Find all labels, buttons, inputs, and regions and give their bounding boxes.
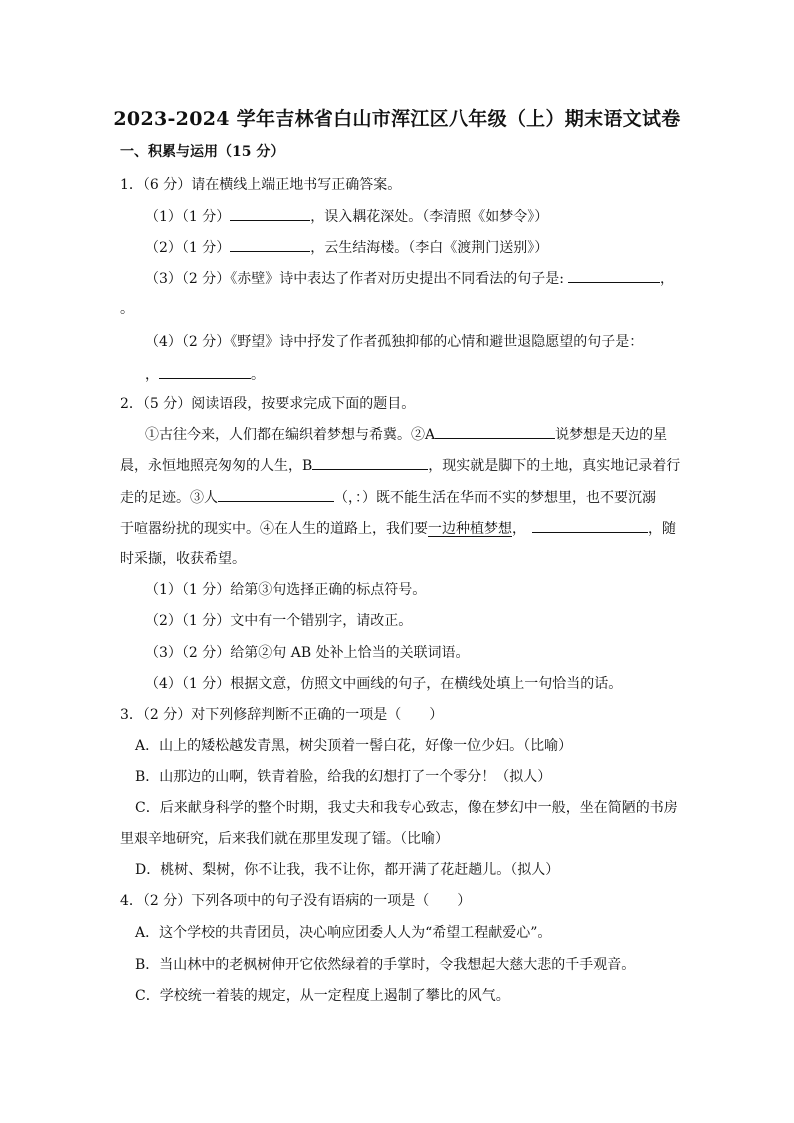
q2-passage-line3 bbox=[120, 487, 680, 508]
q2-passage-text: 走的足迹。③人 bbox=[120, 490, 218, 506]
q3-option-c[interactable]: C．后来献身科学的整个时期，我丈夫和我专心致志，像在梦幻中一般，坐在简陋的书房 bbox=[135, 800, 678, 816]
q2-passage-text: ， bbox=[512, 521, 526, 537]
q3-option-a[interactable]: A．山上的矮松越发青黑，树尖顶着一髻白花，好像一位少妇。（比喻） bbox=[135, 738, 573, 754]
q3-option-b[interactable]: B．山那边的山啊，铁青着脸，给我的幻想打了一个零分！（拟人） bbox=[135, 769, 552, 785]
q3-option-d[interactable]: D．桃树、梨树，你不让我，我不让你，都开满了花赶趟儿。（拟人） bbox=[135, 862, 560, 878]
q4-option-b[interactable]: B．当山林中的老枫树伸开它依然绿着的手掌时，令我想起大慈大悲的千手观音。 bbox=[135, 957, 636, 973]
q4-stem: 4．（2 分）下列各项中的句子没有语病的一项是（ ） bbox=[120, 893, 472, 909]
q1-part3 bbox=[145, 268, 680, 289]
q1-part1-prefix: （1）（1 分） bbox=[145, 209, 231, 225]
q2-passage-text: ①古往今来，人们都在编织着梦想与希冀。②A bbox=[145, 427, 436, 443]
q2-sub3: （3）（2 分）给第②句 AB 处补上恰当的关联词语。 bbox=[145, 645, 470, 661]
q2-sub4: （4）（1 分）根据文意，仿照文中画线的句子，在横线处填上一句恰当的话。 bbox=[145, 676, 623, 692]
q2-passage-line1 bbox=[145, 424, 680, 445]
q4-option-a[interactable]: A．这个学校的共青团员，决心响应团委人人为“希望工程献爱心”。 bbox=[135, 925, 552, 941]
q2-passage-line5: 时采撷，收获希望。 bbox=[120, 551, 246, 567]
answer-blank-a[interactable] bbox=[435, 424, 555, 439]
q2-passage-text: ，随 bbox=[648, 521, 676, 537]
q1-part3-end: ， bbox=[659, 271, 674, 287]
q4-option-c[interactable]: C．学校统一着装的规定，从一定程度上遏制了攀比的风气。 bbox=[135, 988, 510, 1004]
q3-stem: 3．（2 分）对下列修辞判断不正确的一项是（ ） bbox=[120, 707, 444, 723]
q1-stem: 1．（6 分）请在横线上端正地书写正确答案。 bbox=[120, 177, 402, 193]
q1-part2 bbox=[145, 237, 680, 258]
q2-passage-text: （，：）既不能生活在华而不实的梦想里，也不要沉溺 bbox=[334, 490, 656, 506]
section-heading: 一、积累与运用（15 分） bbox=[120, 144, 285, 160]
q1-part1-suffix: ，误入耦花深处。（李清照《如梦令》） bbox=[310, 209, 549, 225]
answer-blank[interactable] bbox=[568, 268, 660, 283]
exam-title: 2023-2024 学年吉林省白山市浑江区八年级（上）期末语文试卷 bbox=[113, 108, 681, 130]
q2-stem: 2．（5 分）阅读语段，按要求完成下面的题目。 bbox=[120, 396, 416, 412]
q1-part4-cont-end: 。 bbox=[251, 367, 265, 383]
q1-part2-prefix: （2）（1 分） bbox=[145, 240, 231, 256]
q1-part1 bbox=[145, 206, 680, 227]
q2-passage-text: ，现实就是脚下的土地，真实地记录着行 bbox=[428, 458, 681, 474]
q1-part4-continuation bbox=[145, 364, 680, 385]
q1-part4-cont-start: ， bbox=[145, 367, 159, 383]
q2-passage-line2 bbox=[120, 455, 680, 476]
q1-part3-text: （3）（2 分）《赤壁》诗中表达了作者对历史提出不同看法的句子是: bbox=[145, 271, 564, 287]
answer-blank[interactable] bbox=[230, 237, 310, 252]
answer-blank-imitate[interactable] bbox=[532, 518, 648, 533]
q1-part4: （4）（2 分）《野望》诗中抒发了作者孤独抑郁的心情和避世退隐愿望的句子是： bbox=[145, 334, 644, 350]
underlined-sentence: 一边种植梦想 bbox=[428, 521, 512, 537]
answer-blank-b[interactable] bbox=[312, 455, 428, 470]
answer-blank-punct[interactable] bbox=[218, 487, 334, 502]
q1-part2-suffix: ，云生结海楼。（李白《渡荆门送别》） bbox=[310, 240, 549, 256]
answer-blank[interactable] bbox=[159, 364, 251, 379]
q2-passage-text: 于喧嚣纷扰的现实中。④在人生的道路上，我们要 bbox=[120, 521, 428, 537]
q1-part3-continuation: 。 bbox=[120, 301, 134, 317]
q2-passage-text: 晨，永恒地照亮匆匆的人生，B bbox=[120, 458, 313, 474]
q3-option-c-continuation: 里艰辛地研究，后来我们就在那里发现了镭。（比喻） bbox=[120, 831, 449, 847]
q2-passage-text: 说梦想是天边的星 bbox=[555, 427, 668, 443]
q2-passage-line4 bbox=[120, 518, 680, 539]
answer-blank[interactable] bbox=[230, 206, 310, 221]
q2-sub2: （2）（1 分）文中有一个错别字，请改正。 bbox=[145, 613, 413, 629]
q2-sub1: （1）（1 分）给第③句选择正确的标点符号。 bbox=[145, 582, 427, 598]
